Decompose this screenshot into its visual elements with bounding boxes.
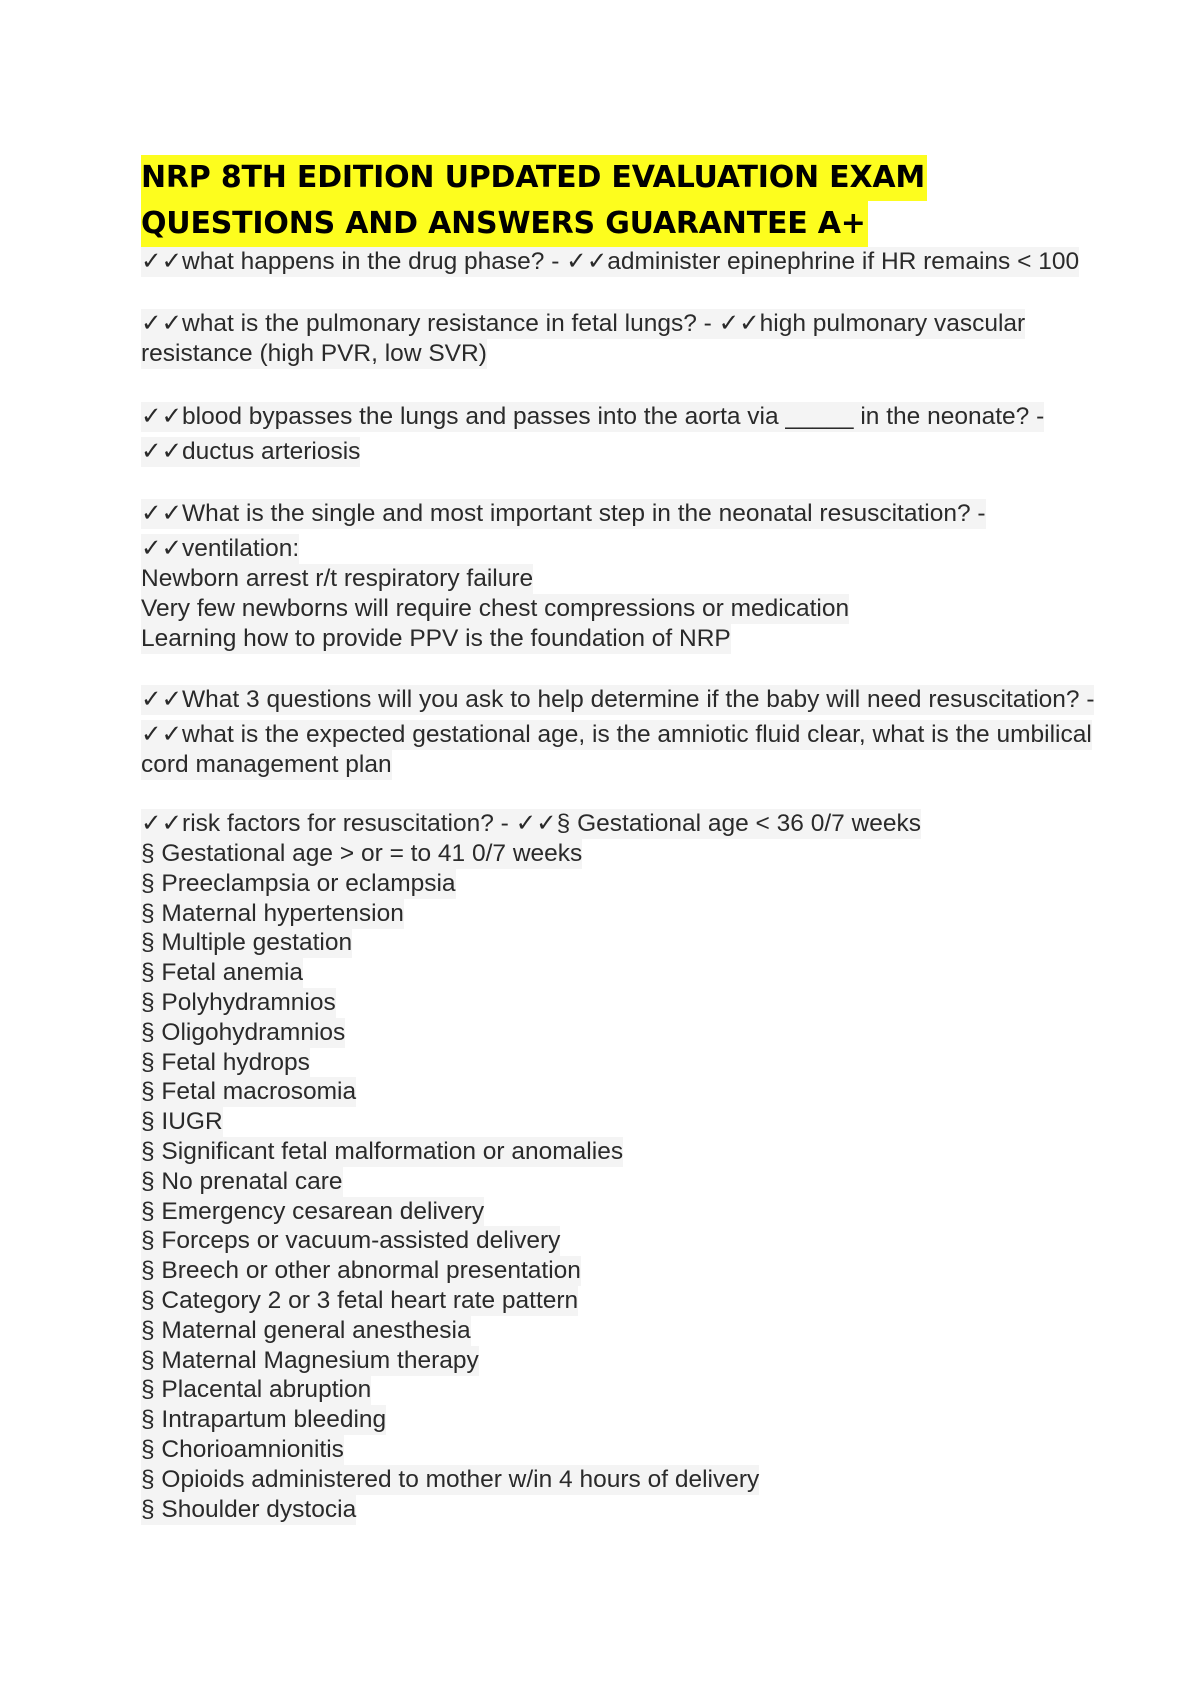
risk-factor-item: § Opioids administered to mother w/in 4 hours of delivery xyxy=(141,1465,760,1493)
title-line-2: QUESTIONS AND ANSWERS GUARANTEE A+ xyxy=(141,201,868,247)
title-line-1: NRP 8TH EDITION UPDATED EVALUATION EXAM xyxy=(141,155,927,201)
qa-item-drug-phase xyxy=(141,247,1081,277)
risk-factor-item: § Multiple gestation xyxy=(141,929,353,957)
risk-factor-item: § Gestational age > or = to 41 0/7 weeks xyxy=(141,840,583,867)
qa-item-ductus xyxy=(141,402,1081,467)
risk-factor-list xyxy=(141,839,1081,1524)
qa-line: Very few newborns will require chest compressions or medication xyxy=(141,595,850,622)
risk-factor-item: § Fetal hydrops xyxy=(141,1048,310,1076)
risk-factor-item: § Polyhydramnios xyxy=(141,988,336,1016)
qa-line: cord management plan xyxy=(141,751,392,778)
qa-line: Learning how to provide PPV is the foundation of NRP xyxy=(141,625,731,652)
risk-header: ✓✓risk factors for resuscitation? - ✓✓§ Gestational age < 36 0/7 weeks xyxy=(141,810,922,837)
risk-factor-item: § Chorioamnionitis xyxy=(141,1435,344,1463)
risk-factor-item: § No prenatal care xyxy=(141,1167,343,1195)
risk-factor-item: § Maternal general anesthesia xyxy=(141,1316,471,1344)
risk-factor-item: § Placental abruption xyxy=(141,1376,372,1404)
risk-factor-item: § Oligohydramnios xyxy=(141,1018,346,1046)
risk-factor-item: § Preeclampsia or eclampsia xyxy=(141,869,456,897)
qa-line: resistance (high PVR, low SVR) xyxy=(141,340,487,367)
risk-factor-item: § Maternal Magnesium therapy xyxy=(141,1346,479,1374)
qa-line: ✓✓ventilation: xyxy=(141,535,300,562)
qa-line: ✓✓blood bypasses the lungs and passes into the aorta via _____ in the neonate? - xyxy=(141,403,1045,430)
qa-item-pulmonary-resistance xyxy=(141,309,1081,369)
qa-line: ✓✓ductus arteriosis xyxy=(141,438,361,465)
risk-factor-item: § Maternal hypertension xyxy=(141,899,404,927)
qa-line: ✓✓what is the pulmonary resistance in fetal lungs? - ✓✓high pulmonary vascular xyxy=(141,310,1026,337)
document-title xyxy=(141,155,1081,247)
risk-factor-item: § Significant fetal malformation or anomalies xyxy=(141,1137,624,1165)
risk-factor-item: § IUGR xyxy=(141,1108,223,1136)
risk-factor-item: § Fetal anemia xyxy=(141,959,304,987)
qa-line: ✓✓what is the expected gestational age, is the amniotic fluid clear, what is the umbilical xyxy=(141,721,1092,748)
qa-line: ✓✓what happens in the drug phase? - ✓✓administer epinephrine if HR remains < 100 xyxy=(141,248,1080,275)
risk-factor-item: § Intrapartum bleeding xyxy=(141,1406,387,1434)
risk-factor-item: § Breech or other abnormal presentation xyxy=(141,1257,581,1285)
risk-factor-item: § Fetal macrosomia xyxy=(141,1078,357,1106)
document-page xyxy=(141,155,1095,1524)
risk-factor-item: § Shoulder dystocia xyxy=(141,1495,357,1523)
qa-item-three-questions xyxy=(141,685,1095,780)
qa-item-most-important-step xyxy=(141,499,1081,654)
risk-factor-item: § Forceps or vacuum-assisted delivery xyxy=(141,1227,561,1255)
risk-factor-item: § Emergency cesarean delivery xyxy=(141,1197,485,1225)
risk-factor-item: § Category 2 or 3 fetal heart rate pattern xyxy=(141,1286,579,1314)
qa-item-risk-factors xyxy=(141,809,1081,1524)
qa-line: Newborn arrest r/t respiratory failure xyxy=(141,565,534,592)
qa-line: ✓✓What 3 questions will you ask to help determine if the baby will need resuscitation? - xyxy=(141,686,1095,713)
qa-line: ✓✓What is the single and most important step in the neonatal resuscitation? - xyxy=(141,500,986,527)
